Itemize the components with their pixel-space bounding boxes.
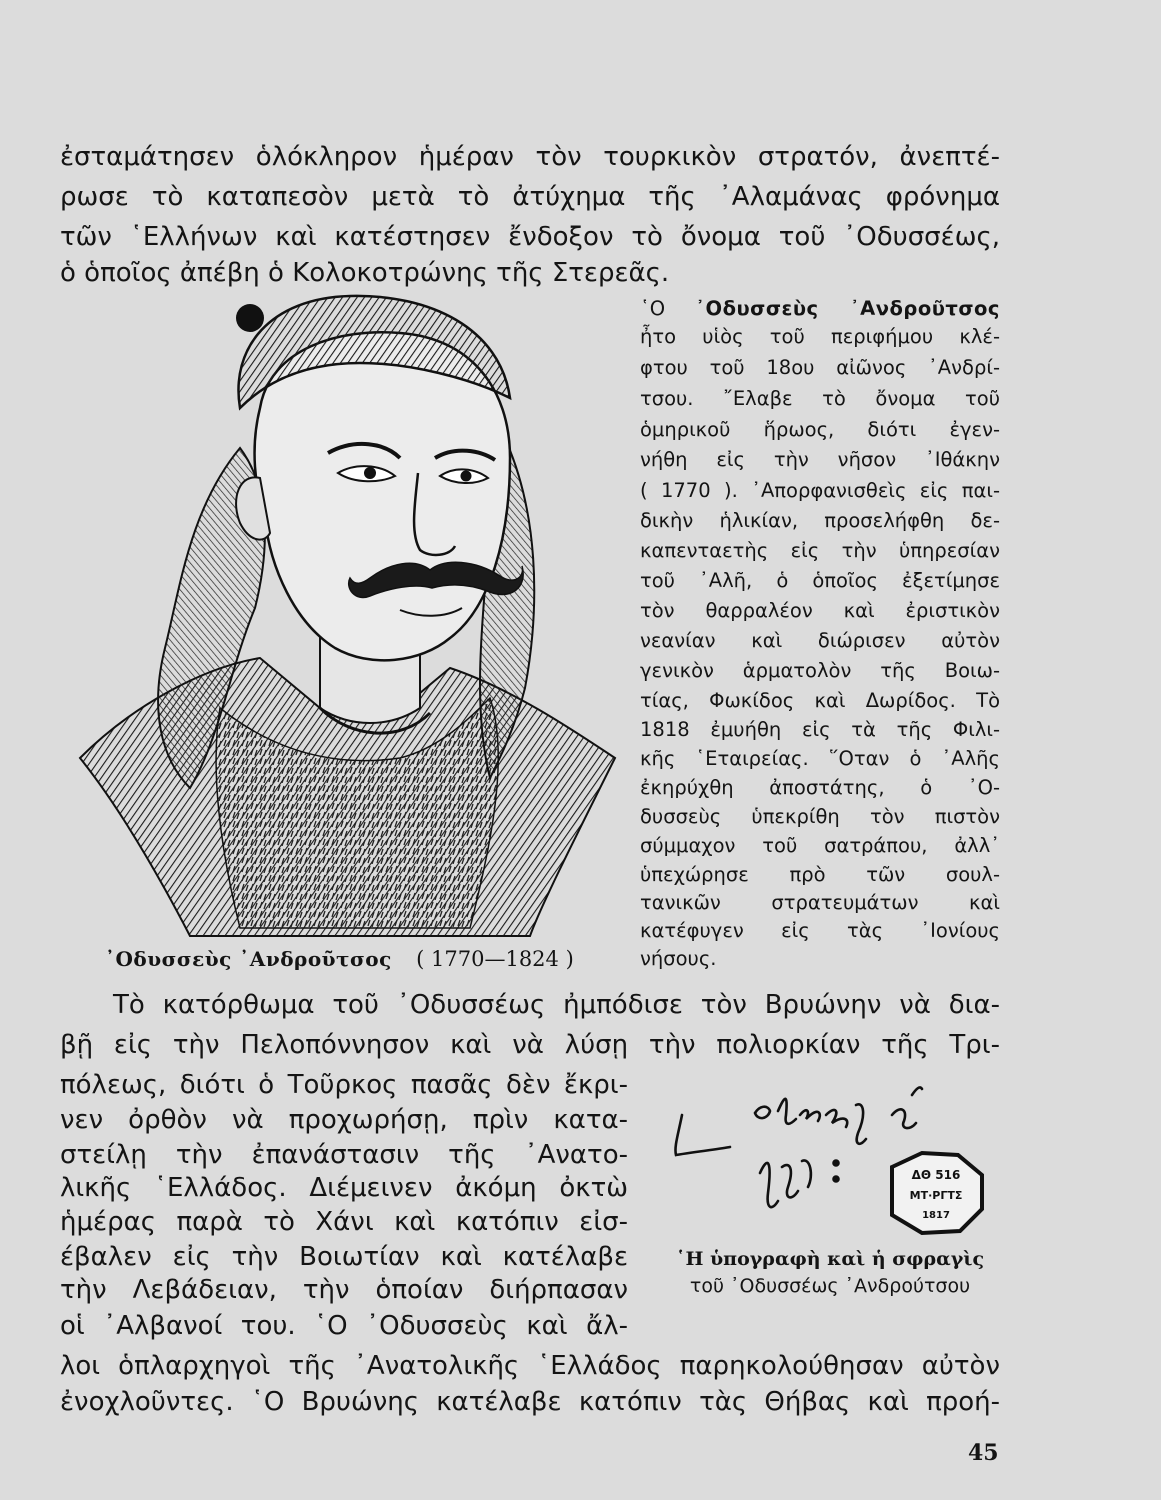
body-line: οἱ ᾿Αλβανοί του. ῾Ο ᾿Οδυσσεὺς καὶ ἄλ- (60, 1311, 628, 1341)
body-line: έβαλεν εἰς τὴν Βοιωτίαν καὶ κατέλαβε (60, 1242, 628, 1272)
sidebar-line: ὁμηρικοῦ ἥρωος, διότι ἐγεν- (640, 418, 1000, 441)
signature-caption-title: ῾Η ὑπογραφὴ καὶ ἡ σφραγὶς (675, 1248, 985, 1270)
sidebar-line: σύμμαχον τοῦ σατράπου, ἀλλ᾿ (640, 834, 1000, 857)
body-line: τὴν Λεβάδειαν, τὴν ὁποίαν διήρπασαν (60, 1275, 628, 1305)
body-line: λικῆς ῾Ελλάδος. Διέμεινεν ἀκόμη ὀκτὼ (60, 1173, 628, 1203)
sidebar-line: ἐκηρύχθη ἀποστάτης, ὁ ᾿Ο- (640, 776, 1000, 799)
sidebar-line: φτου τοῦ 18ου αἰῶνος ᾿Ανδρί- (640, 356, 1000, 379)
page-number: 45 (968, 1440, 999, 1466)
sidebar-line: 1818 ἐμυήθη εἰς τὰ τῆς Φιλι- (640, 718, 1000, 741)
body-line: νεν ὀρθὸν νὰ προχωρήσῃ, πρὶν κατα- (60, 1105, 628, 1135)
intro-line: ρωσε τὸ καταπεσὸν μετὰ τὸ ἀτύχημα τῆς ᾿Αλαμάνας φρόνημα (60, 182, 1000, 212)
sidebar-line: τίας, Φωκίδος καὶ Δωρίδος. Τὸ (640, 689, 1000, 712)
sidebar-line: κῆς ῾Εταιρείας. ῞Οταν ὁ ᾿Αλῆς (640, 747, 1000, 770)
signature-caption (655, 1246, 1005, 1300)
signature-and-seal (660, 1075, 995, 1245)
signature-caption-subtitle: τοῦ ᾿Οδυσσέως ᾿Ανδρούτσου (689, 1275, 971, 1297)
body-line: πόλεως, διότι ὁ Τοῦρκος πασᾶς δὲν ἔκρι- (60, 1070, 628, 1100)
portrait-illustration (70, 288, 625, 938)
body-line: στείλῃ τὴν ἐπανάστασιν τῆς ᾿Ανατο- (60, 1140, 628, 1170)
portrait-caption-name: ᾿Οδυσσεὺς ᾿Ανδροῦτσος (105, 947, 392, 971)
sidebar-line: τανικῶν στρατευμάτων καὶ (640, 891, 1000, 914)
sidebar-heading-prefix: ῾Ο (640, 297, 696, 320)
seal-line: ΜΤ·ΡΓΤΣ (909, 1189, 963, 1202)
handwritten-signature (675, 1087, 922, 1207)
intro-line: ὁ ὁποῖος ἀπέβη ὁ Κολοκοτρώνης τῆς Στερεᾶς. (60, 258, 670, 288)
intro-line: ἐσταμάτησεν ὁλόκληρον ἡμέραν τὸν τουρκικὸν στρατόν, ἀνεπτέ- (60, 142, 1000, 172)
body-line: λοι ὁπλαρχηγοὶ τῆς ᾿Ανατολικῆς ῾Ελλάδος παρηκολούθησαν αὐτὸν (60, 1351, 1000, 1381)
sidebar-line: τσου. ῎Ελαβε τὸ ὄνομα τοῦ (640, 387, 1000, 410)
seal-stamp (892, 1153, 982, 1233)
sidebar-line: τοῦ ᾿Αλῆ, ὁ ὁποῖος ἐξετίμησε (640, 569, 1000, 592)
sidebar-line: τὸν θαρραλέον καὶ ἐριστικὸν (640, 599, 1000, 622)
sidebar-line: νήσους. (640, 947, 717, 970)
body-line: ἡμέρας παρὰ τὸ Χάνι καὶ κατόπιν εἰσ- (60, 1207, 628, 1237)
sidebar-line: καπενταετὴς εἰς τὴν ὑπηρεσίαν (640, 539, 1000, 562)
sidebar-line: ὑπεχώρησε πρὸ τῶν σουλ- (640, 863, 1000, 886)
sidebar-heading (640, 296, 1000, 322)
portrait-caption-dates: ( 1770—1824 ) (416, 947, 574, 971)
sidebar-heading-name: ᾿Οδυσσεὺς ᾿Ανδροῦτσος (695, 297, 1000, 320)
sidebar-line: γενικὸν ἁρματολὸν τῆς Βοιω- (640, 659, 1000, 682)
portrait-caption (105, 945, 574, 973)
sidebar-line: ἦτο υἱὸς τοῦ περιφήμου κλέ- (640, 325, 1000, 348)
sidebar-line: νήθη εἰς τὴν νῆσον ᾿Ιθάκην (640, 448, 1000, 471)
sidebar-line: κατέφυγεν εἰς τὰς ᾿Ιονίους (640, 919, 1000, 942)
sidebar-line: δυσσεὺς ὑπεκρίθη τὸν πιστὸν (640, 805, 1000, 828)
body-line: ἐνοχλοῦντες. ῾Ο Βρυώνης κατέλαβε κατόπιν τὰς Θήβας καὶ προή- (60, 1387, 1000, 1417)
body-line: Τὸ κατόρθωμα τοῦ ᾿Οδυσσέως ἠμπόδισε τὸν Βρυώνην νὰ δια- (113, 990, 1000, 1020)
seal-line: ΔΘ 516 (911, 1168, 961, 1182)
seal-line: 1817 (922, 1210, 950, 1221)
body-line: βῇ εἰς τὴν Πελοπόννησον καὶ νὰ λύσῃ τὴν πολιορκίαν τῆς Τρι- (60, 1030, 1000, 1060)
sidebar-line: νεανίαν καὶ διώρισεν αὐτὸν (640, 629, 1000, 652)
sidebar-line: ( 1770 ). ᾿Απορφανισθεὶς εἰς παι- (640, 479, 1000, 502)
intro-line: τῶν ῾Ελλήνων καὶ κατέστησεν ἔνδοξον τὸ ὄνομα τοῦ ᾿Οδυσσέως, (60, 222, 1000, 252)
sidebar-line: δικὴν ἡλικίαν, προσελήφθη δε- (640, 509, 1000, 532)
